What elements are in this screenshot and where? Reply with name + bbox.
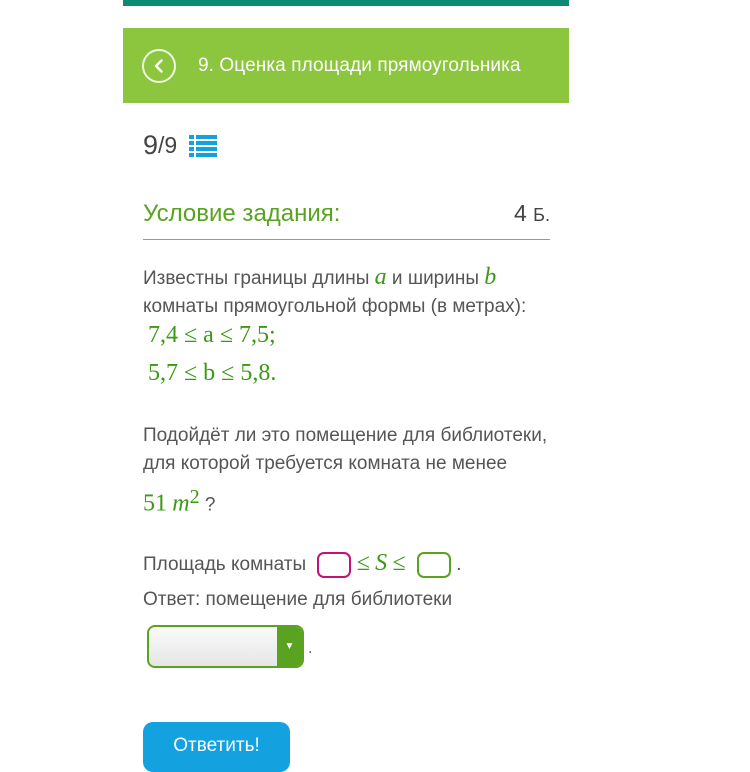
points-unit: Б. (533, 205, 550, 225)
task-counter (143, 130, 217, 161)
inequality-a: 7,4 ≤ a ≤ 7,5; (148, 322, 276, 348)
back-button[interactable] (142, 49, 176, 83)
list-icon (189, 133, 217, 159)
header-bar (123, 28, 569, 103)
le-sign-2: ≤ (392, 550, 406, 576)
area-max-input[interactable] (417, 552, 451, 578)
condition-label: Условие задания: (143, 200, 341, 227)
area-min-input[interactable] (317, 552, 351, 578)
chevron-left-icon (151, 58, 167, 74)
top-bar (123, 0, 569, 6)
task-current: 9 (143, 130, 159, 160)
area-power: 2 (189, 486, 200, 508)
question-line-3 (143, 482, 215, 520)
question-line-2: для которой требуется комната не менее (143, 453, 508, 474)
points (514, 200, 550, 227)
task-list-button[interactable] (189, 133, 217, 159)
question-line-1: Подойдёт ли это помещение для библиотеки, (143, 425, 548, 446)
select-period: . (308, 640, 313, 657)
problem-text: Известны границы длины (143, 268, 375, 289)
variable-a: a (374, 264, 387, 290)
area-row (143, 548, 461, 580)
period: . (456, 554, 462, 575)
problem-line-1 (143, 262, 496, 294)
answer-label: Ответ: помещение для библиотеки (143, 589, 453, 610)
condition-header (143, 200, 550, 240)
points-value: 4 (513, 200, 527, 226)
area-label: Площадь комнаты (143, 554, 307, 575)
variable-b: b (484, 264, 497, 290)
area-variable-s: S (375, 550, 388, 576)
area-unit: m (172, 490, 190, 517)
problem-text: и ширины (386, 268, 485, 289)
inequality-b: 5,7 ≤ b ≤ 5,8. (148, 360, 277, 386)
area-value: 51 (143, 490, 167, 517)
answer-select[interactable] (147, 625, 304, 668)
page-title: 9. Оценка площади прямоугольника (198, 54, 521, 76)
task-total: /9 (158, 132, 178, 158)
le-sign-1: ≤ (356, 550, 370, 576)
question-mark: ? (204, 494, 216, 516)
submit-button[interactable]: Ответить! (143, 722, 290, 772)
dropdown-arrow-icon: ▼ (277, 627, 302, 666)
problem-line-2: комнаты прямоугольной формы (в метрах): (143, 296, 527, 317)
